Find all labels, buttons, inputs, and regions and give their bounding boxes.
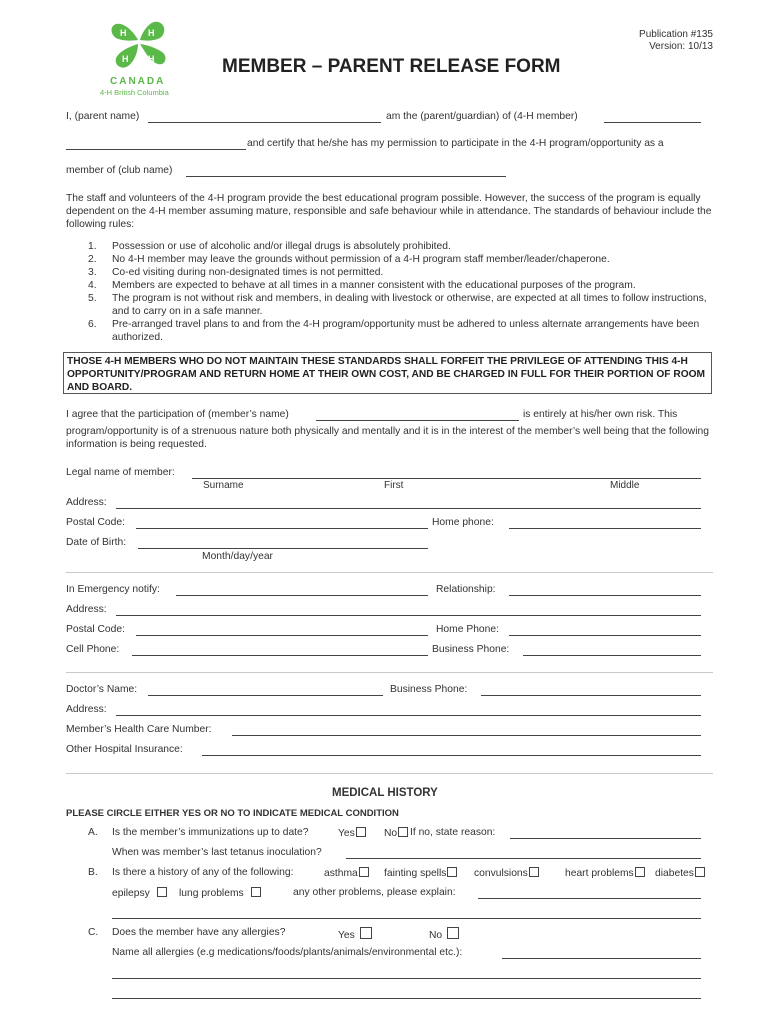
hospital-label: Other Hospital Insurance: bbox=[66, 744, 183, 755]
lung-problems-option[interactable]: lung problems bbox=[179, 887, 261, 899]
question-b-text: Is there a history of any of the following: bbox=[112, 867, 294, 878]
doctor-name-field[interactable] bbox=[148, 695, 383, 696]
emergency-label: In Emergency notify: bbox=[66, 584, 160, 595]
checkbox-icon[interactable] bbox=[359, 867, 369, 877]
warning-box: THOSE 4-H MEMBERS WHO DO NOT MAINTAIN THESE STANDARDS SHALL FORFEIT THE PRIVILEGE OF ATTENDING THIS 4-H OPPORTUNITY/PROGRAM AND RETURN HOME AT THEIR OWN COST, AND BE CHARGED IN FULL FOR THEIR PORTION OF ROOM AND BOARD. bbox=[63, 352, 712, 394]
certify-blank-field[interactable] bbox=[66, 149, 246, 150]
surname-caption: Surname bbox=[203, 480, 244, 491]
immunization-yes-option[interactable]: Yes bbox=[338, 827, 366, 839]
version: Version: 10/13 bbox=[649, 41, 713, 52]
parent-name-field[interactable] bbox=[148, 122, 381, 123]
divider bbox=[66, 773, 713, 774]
checkbox-icon[interactable] bbox=[447, 867, 457, 877]
asthma-option[interactable]: asthma bbox=[324, 867, 369, 879]
allergies-label: Name all allergies (e.g medications/foods/plants/animals/environmental etc.): bbox=[112, 947, 463, 958]
logo-text-canada: CANADA bbox=[110, 76, 166, 87]
emergency-business-phone-label: Business Phone: bbox=[432, 644, 510, 655]
divider bbox=[66, 672, 713, 673]
hospital-field[interactable] bbox=[202, 755, 701, 756]
doctor-label: Doctor’s Name: bbox=[66, 684, 138, 695]
svg-text:H: H bbox=[148, 28, 155, 38]
medical-instructions: PLEASE CIRCLE EITHER YES OR NO TO INDICATE MEDICAL CONDITION bbox=[66, 808, 399, 819]
list-item: 5. The program is not without risk and members, in dealing with livestock or otherwise, are expected at all times to follow instructions, and to carry on in a safe manner. bbox=[88, 293, 707, 317]
list-item: 1. Possession or use of alcoholic and/or illegal drugs is absolutely prohibited. bbox=[88, 241, 451, 252]
health-care-field[interactable] bbox=[232, 735, 701, 736]
four-h-clover-icon bbox=[106, 10, 170, 74]
checkbox-icon[interactable] bbox=[157, 887, 167, 897]
question-c-letter: C. bbox=[88, 927, 99, 938]
emergency-name-field[interactable] bbox=[176, 595, 428, 596]
if-no-reason-field[interactable] bbox=[510, 838, 701, 839]
convulsions-option[interactable]: convulsions bbox=[474, 867, 539, 879]
list-item: 3. Co-ed visiting during non-designated times is not permitted. bbox=[88, 267, 384, 278]
home-phone-label: Home phone: bbox=[432, 517, 494, 528]
heart-problems-option[interactable]: heart problems bbox=[565, 867, 645, 879]
postal-code-label: Postal Code: bbox=[66, 517, 125, 528]
question-c-text: Does the member have any allergies? bbox=[112, 927, 286, 938]
emergency-home-phone-field[interactable] bbox=[509, 635, 701, 636]
svg-text:H: H bbox=[122, 54, 129, 64]
checkbox-icon[interactable] bbox=[360, 927, 372, 939]
allergies-field-3[interactable] bbox=[112, 998, 701, 999]
checkbox-icon[interactable] bbox=[251, 887, 261, 897]
checkbox-icon[interactable] bbox=[398, 827, 408, 837]
diabetes-option[interactable]: diabetes bbox=[655, 867, 705, 879]
doctor-address-field[interactable] bbox=[116, 715, 701, 716]
logo bbox=[100, 10, 180, 100]
tetanus-field[interactable] bbox=[346, 858, 701, 859]
if-no-label: If no, state reason: bbox=[410, 827, 496, 838]
cell-phone-label: Cell Phone: bbox=[66, 644, 120, 655]
relationship-field[interactable] bbox=[509, 595, 701, 596]
club-name-label: member of (club name) bbox=[66, 165, 173, 176]
medical-history-title: MEDICAL HISTORY bbox=[332, 787, 438, 799]
parent-name-label: I, (parent name) bbox=[66, 111, 140, 122]
agree-label: I agree that the participation of (member’s name) bbox=[66, 409, 289, 420]
certify-text: and certify that he/she has my permission to participate in the 4-H program/opportunity as a bbox=[247, 138, 664, 149]
other-problems-field-2[interactable] bbox=[112, 918, 701, 919]
doctor-business-phone-label: Business Phone: bbox=[390, 684, 468, 695]
legal-name-field[interactable] bbox=[192, 478, 701, 479]
emergency-address-label: Address: bbox=[66, 604, 107, 615]
intro-paragraph: The staff and volunteers of the 4-H program provide the best educational program possible. However, the success of the program is equally dependent on the 4-H member assuming mature, responsible and safe behaviour while in attendance. The standards of behaviour include the following rules: bbox=[66, 193, 712, 230]
postal-code-field[interactable] bbox=[136, 528, 428, 529]
cell-phone-field[interactable] bbox=[132, 655, 428, 656]
checkbox-icon[interactable] bbox=[447, 927, 459, 939]
allergies-yes-option[interactable]: Yes bbox=[338, 927, 372, 941]
emergency-postal-label: Postal Code: bbox=[66, 624, 125, 635]
checkbox-icon[interactable] bbox=[529, 867, 539, 877]
address-field[interactable] bbox=[116, 508, 701, 509]
svg-text:H: H bbox=[148, 54, 155, 64]
middle-caption: Middle bbox=[610, 480, 640, 491]
health-care-label: Member’s Health Care Number: bbox=[66, 724, 212, 735]
tetanus-label: When was member’s last tetanus inoculation? bbox=[112, 847, 322, 858]
member-name-field[interactable] bbox=[604, 122, 701, 123]
allergies-field[interactable] bbox=[502, 958, 701, 959]
svg-text:H: H bbox=[120, 28, 127, 38]
other-problems-label: any other problems, please explain: bbox=[293, 887, 456, 898]
question-a-letter: A. bbox=[88, 827, 98, 838]
question-a-text: Is the member’s immunizations up to date? bbox=[112, 827, 309, 838]
allergies-no-option[interactable]: No bbox=[429, 927, 459, 941]
relationship-label: Relationship: bbox=[436, 584, 496, 595]
immunization-no-option[interactable]: No bbox=[384, 827, 408, 839]
home-phone-field[interactable] bbox=[509, 528, 701, 529]
checkbox-icon[interactable] bbox=[635, 867, 645, 877]
dob-label: Date of Birth: bbox=[66, 537, 127, 548]
first-caption: First bbox=[384, 480, 404, 491]
emergency-postal-field[interactable] bbox=[136, 635, 428, 636]
other-problems-field[interactable] bbox=[478, 898, 701, 899]
doctor-business-phone-field[interactable] bbox=[481, 695, 701, 696]
rules-list bbox=[66, 240, 716, 344]
divider bbox=[66, 572, 713, 573]
guardian-label: am the (parent/guardian) of (4-H member) bbox=[386, 111, 578, 122]
dob-format-caption: Month/day/year bbox=[202, 551, 273, 562]
emergency-home-phone-label: Home Phone: bbox=[436, 624, 499, 635]
publication-number: Publication #135 bbox=[639, 29, 713, 40]
doctor-address-label: Address: bbox=[66, 704, 107, 715]
list-item: 6. Pre-arranged travel plans to and from the 4-H program/opportunity must be adhered to unless alternate arrangements have been authorized. bbox=[88, 319, 700, 343]
fainting-option[interactable]: fainting spells bbox=[384, 867, 457, 879]
allergies-field-2[interactable] bbox=[112, 978, 701, 979]
club-name-field[interactable] bbox=[186, 176, 506, 177]
agree-member-name-field[interactable] bbox=[316, 420, 519, 421]
logo-text-bc: 4-H British Columbia bbox=[100, 88, 169, 97]
address-label: Address: bbox=[66, 497, 107, 508]
checkbox-icon[interactable] bbox=[356, 827, 366, 837]
list-item: 4. Members are expected to behave at all times in a manner consistent with the educational purposes of the program. bbox=[88, 280, 636, 291]
emergency-address-field[interactable] bbox=[116, 615, 701, 616]
agree-risk-text: is entirely at his/her own risk. This bbox=[523, 409, 678, 420]
checkbox-icon[interactable] bbox=[695, 867, 705, 877]
emergency-business-phone-field[interactable] bbox=[523, 655, 701, 656]
dob-field[interactable] bbox=[138, 548, 428, 549]
epilepsy-option[interactable]: epilepsy bbox=[112, 887, 167, 899]
page-title: MEMBER – PARENT RELEASE FORM bbox=[222, 56, 561, 77]
list-item: 2. No 4-H member may leave the grounds without permission of a 4-H program staff member/leader/chaperone. bbox=[88, 254, 610, 265]
question-b-letter: B. bbox=[88, 867, 98, 878]
agree-paragraph: program/opportunity is of a strenuous nature both physically and mentally and it is in the interest of the member’s well being that the following information is being requested. bbox=[66, 426, 709, 450]
legal-name-label: Legal name of member: bbox=[66, 467, 175, 478]
